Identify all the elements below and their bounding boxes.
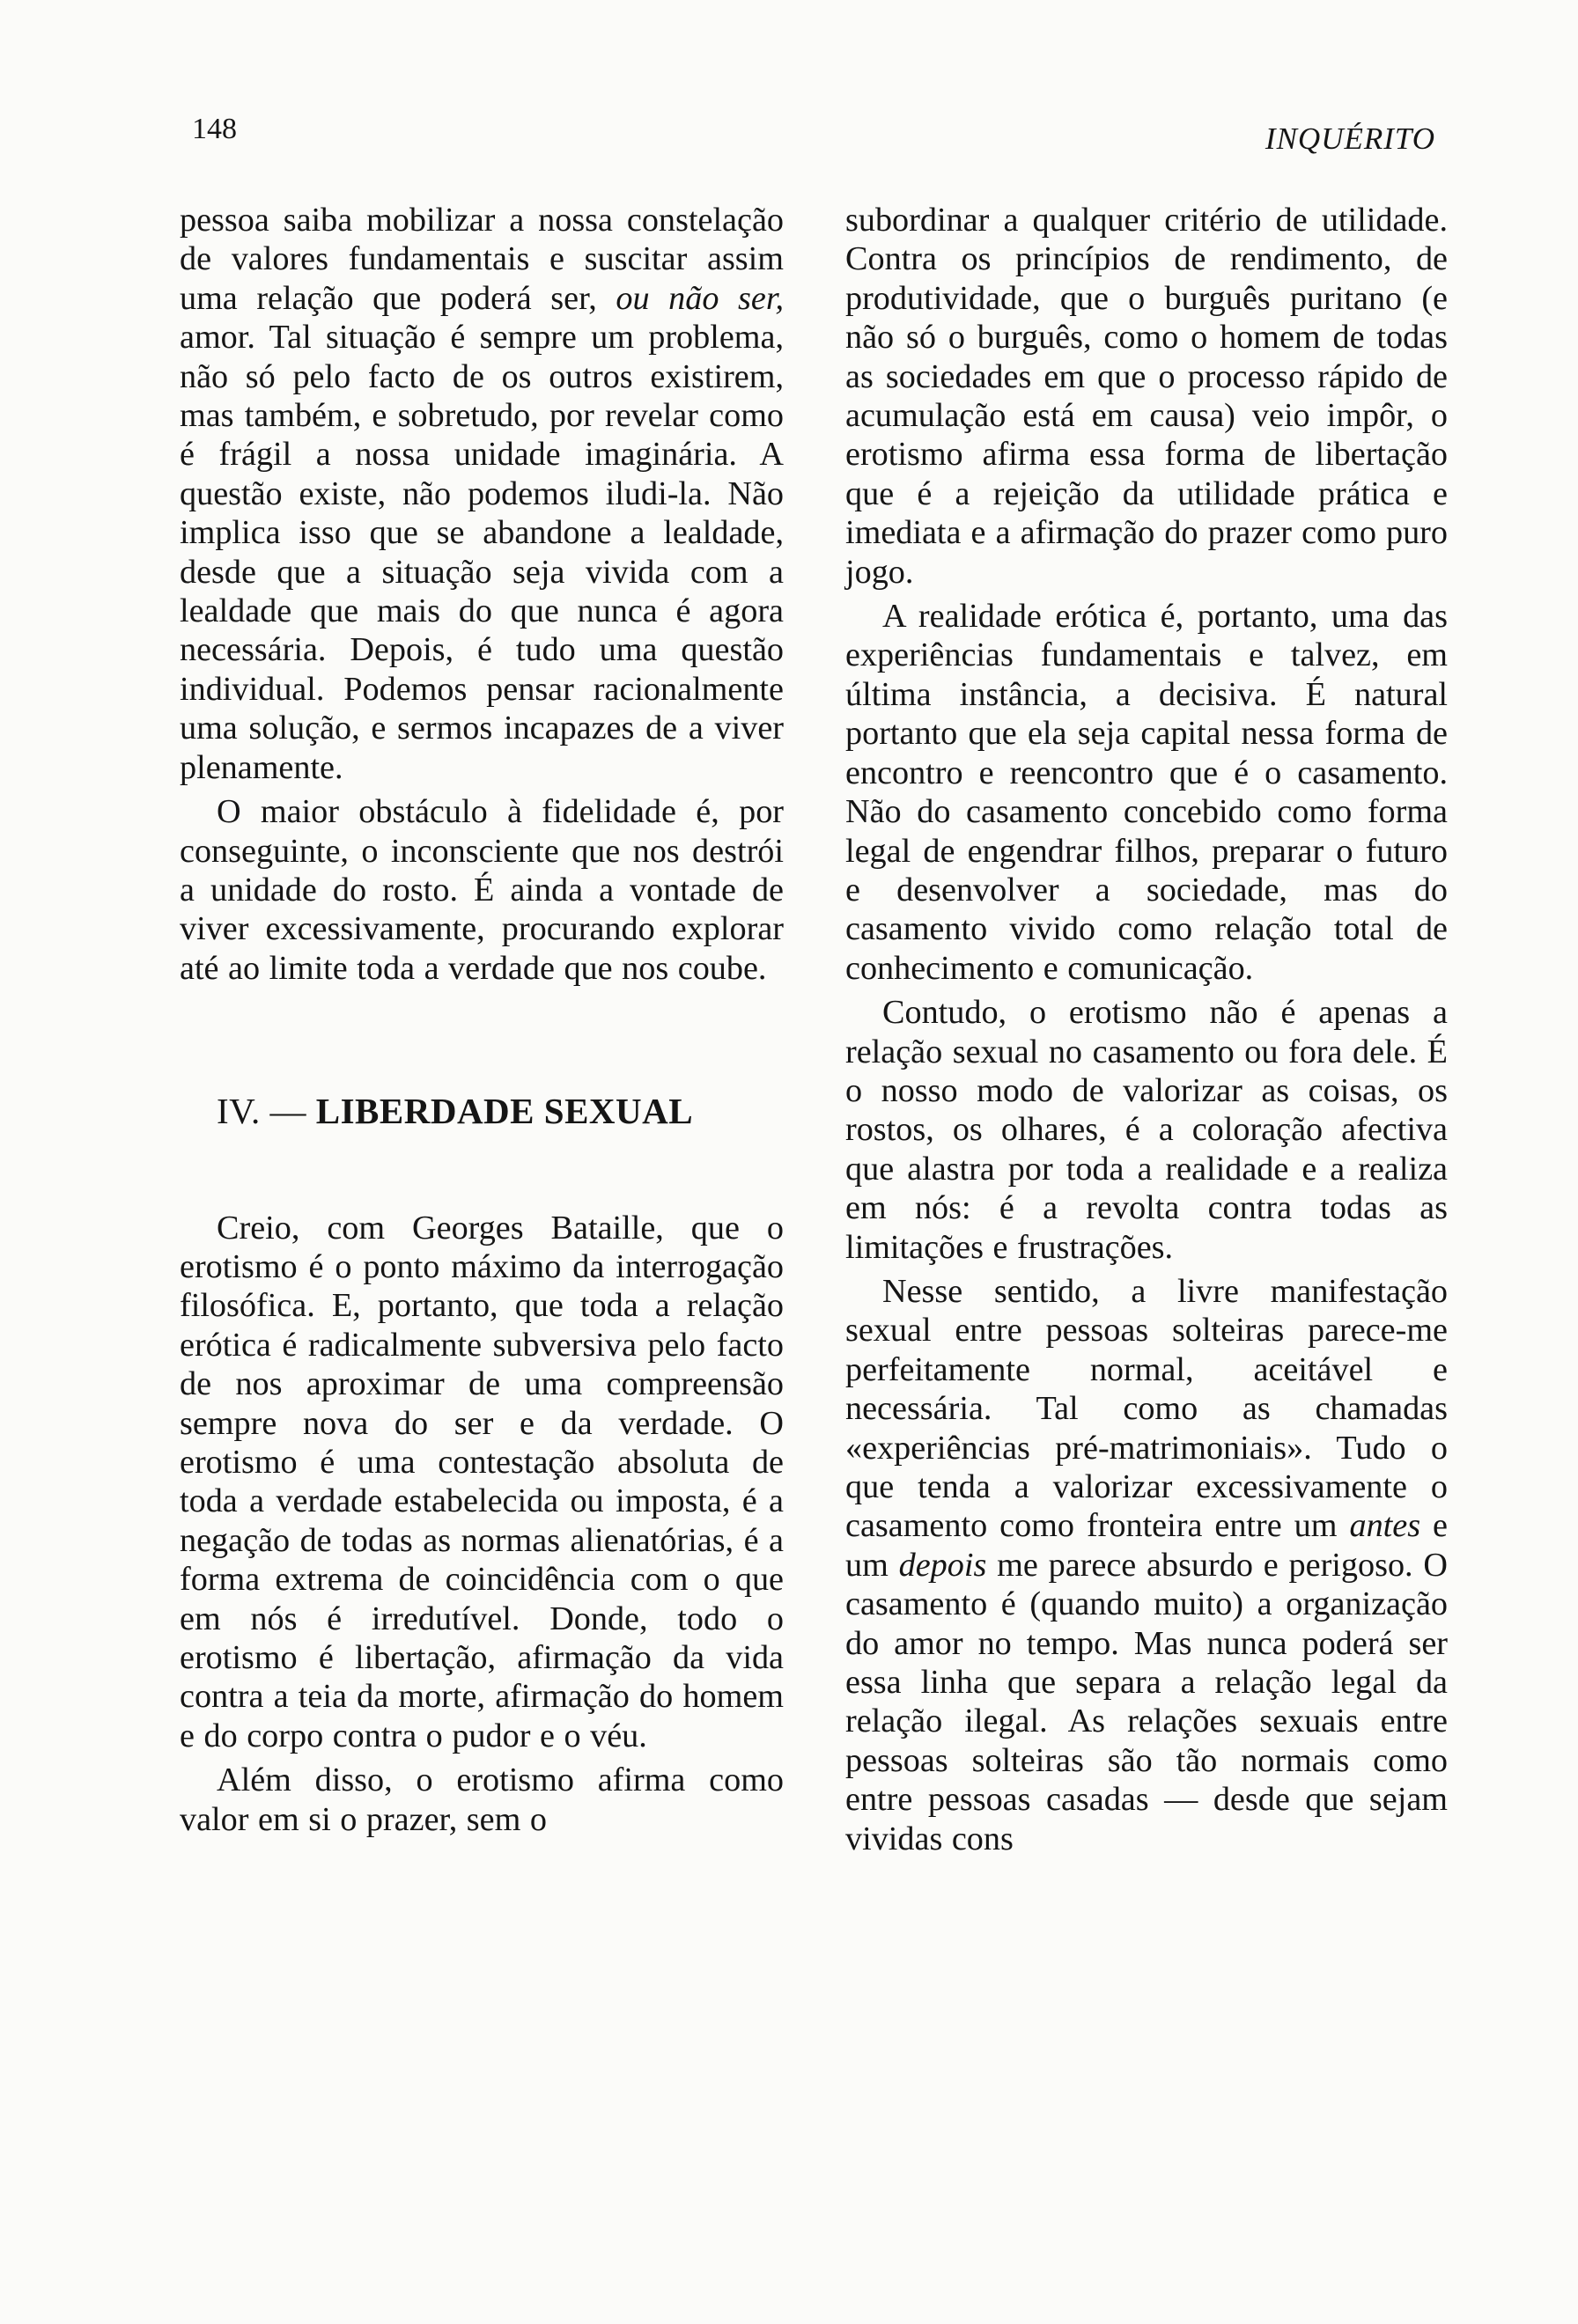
emphasis: ou não ser, [616, 279, 785, 317]
paragraph: Contudo, o erotismo não é apenas a relação sexual no casamento ou fora dele. É o nosso modo de valorizar as coisas, os rostos, os olhares, é a coloração afectiva que alastra por toda a realidade e a realiza em nós: é a revolta contra todas as limitações e frustrações. [845, 994, 1448, 1266]
paragraph: pessoa saiba mobilizar a nossa constelação de valores fundamentais e suscitar assim uma relação que poderá ser, ou não ser, amor. Tal situação é sempre um problema, não só pelo facto de os outros existirem, mas também, e sobretudo, por revelar como é frágil a nossa unidade imaginária. A questão existe, não podemos iludi-la. Não implica isso que se abandone a lealdade, desde que a situação seja vivida com a lealdade que mais do que nunca é agora necessária. Depois, é tudo uma questão individual. Podemos pensar racionalmente uma solução, e sermos incapazes de a viver plenamente. [180, 202, 785, 786]
emphasis: depois [898, 1546, 987, 1584]
left-column [180, 201, 784, 1839]
paragraph: O maior obstáculo à fidelidade é, por conseguinte, o inconsciente que nos destrói a unidade do rosto. É ainda a vontade de viver excessivamente, procurando explorar até ao limite toda a verdade que nos coube. [180, 793, 784, 987]
running-head: INQUÉRITO [1265, 121, 1435, 156]
paragraph: subordinar a qualquer critério de utilidade. Contra os princípios de rendimento, de produtividade, que o burguês puritano (e não só o burguês, como o homem de todas as sociedades em que o processo rápido de acumulação está em causa) veio impôr, o erotismo afirma essa forma de libertação que é a rejeição da utilidade prática e imediata e a afirmação do prazer como puro jogo. [845, 202, 1448, 591]
page-number: 148 [192, 113, 237, 145]
section-heading: IV. — LIBERDADE SEXUAL [217, 1091, 694, 1132]
paragraph: Além disso, o erotismo afirma como valor em si o prazer, sem o [180, 1761, 784, 1838]
paragraph: Creio, com Georges Bataille, que o erotismo é o ponto máximo da interrogação filosófica. E, portanto, que toda a relação erótica é radicalmente subversiva pelo facto de nos aproximar de uma compreensão sempre nova do ser e da verdade. O erotismo é uma contestação absoluta de toda a verdade estabelecida ou imposta, é a negação de todas as normas alienatórias, é a forma extrema de coincidência com o que em nós é irredutível. Donde, todo o erotismo é libertação, afirmação da vida contra a teia da morte, afirmação do homem e do corpo contra o pudor e o véu. [180, 1209, 784, 1754]
emphasis: antes [1349, 1507, 1421, 1545]
paragraph: Nesse sentido, a livre manifestação sexual entre pessoas solteiras parece-me perfeitamente normal, aceitável e necessária. Tal como as chamadas «experiências pré-matrimoniais». Tudo o que tenda a valorizar excessivamente o casamento como fronteira entre um antes e um depois me parece absurdo e perigoso. O casamento é (quando muito) a organização do amor no tempo. Mas nunca poderá ser essa linha que separa a relação legal da relação ilegal. As relações sexuais entre pessoas solteiras são tão normais como entre pessoas casadas — desde que sejam vividas cons [845, 1272, 1449, 1857]
right-column [845, 201, 1448, 1858]
paragraph: A realidade erótica é, portanto, uma das experiências fundamentais e talvez, em última instância, a decisiva. É natural portanto que ela seja capital nessa forma de encontro e reencontro que é o casamento. Não do casamento concebido como forma legal de engendrar filhos, preparar o futuro e desenvolver a sociedade, mas do casamento vivido como relação total de conhecimento e comunicação. [845, 598, 1448, 987]
